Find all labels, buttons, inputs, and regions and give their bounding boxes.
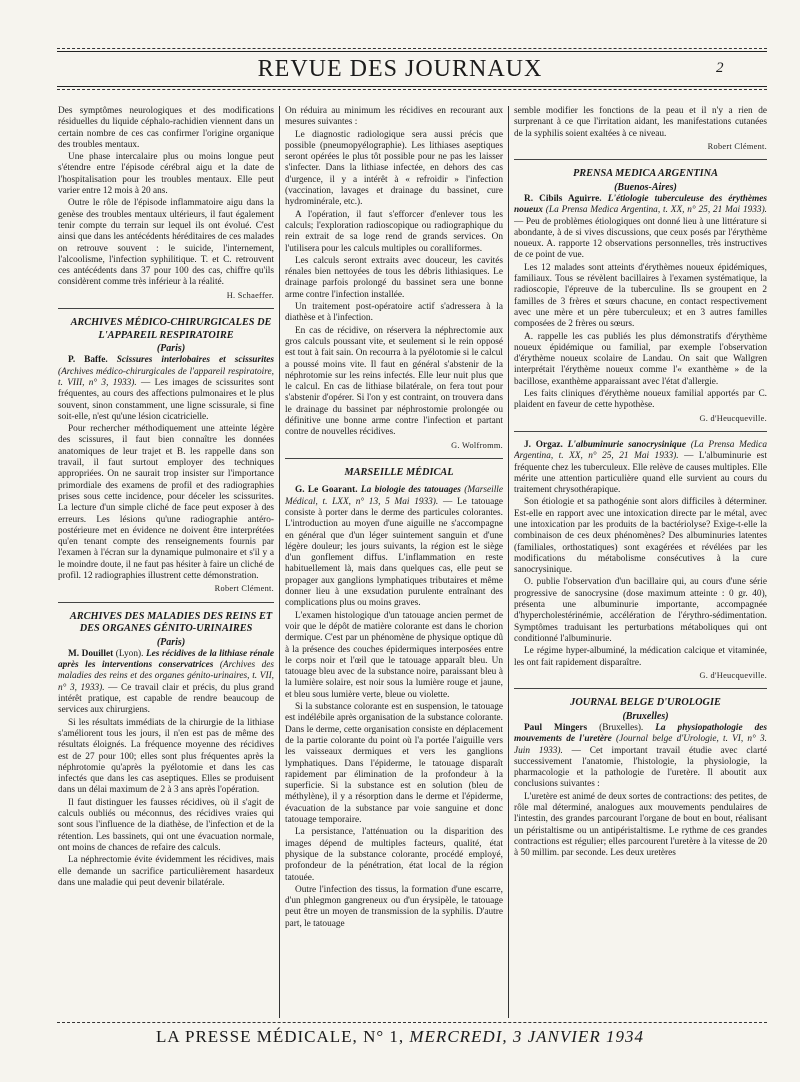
section-city: (Buenos-Aires)	[614, 181, 677, 193]
section-title: JOURNAL BELGE D'UROLOGIE	[570, 697, 721, 709]
paragraph: Les calculs seront extraits avec douceur, les cavités rénales bien nettoyées de tous les débris lithiasiques. Le drainage parfois prolongé du bassinet sera une bonne arme contre l'infection installée.	[285, 255, 503, 300]
article-author: G. Le Goarant.	[295, 485, 358, 496]
article-reference: (La Prensa Medica Argentina, t. XX, n° 25, 21 Mai 1933).	[545, 205, 767, 216]
paragraph: On réduira au minimum les récidives en recourant aux mesures suivantes :	[285, 106, 503, 128]
article-reference: (Archives médico-chirurgicales de l'appareil respiratoire, t. VIII, n° 3, 1933).	[58, 366, 274, 388]
paragraph: Les faits cliniques d'érythème noueux familial apportés par C. plaident en faveur de cette hypothèse.	[514, 389, 767, 411]
article-text: — L'albuminurie est fréquente chez les tuberculeux. Elle relève de causes multiples. Elle mérite une attention particulière quand elle survient au cours du traitement chrysothérapique.	[514, 451, 767, 496]
article-title: Les récidives de la lithiase rénale après les interventions conservatrices	[58, 648, 274, 671]
paragraph: A. rappelle les cas publiés les plus démonstratifs d'érythème noueux épidémique ou familial, par exemple l'observation d'érythème noueux scolaire de Landau. On sait que Wallgren interprétait l'érythème noueux comme l'« exanthème » de la bacillose, exanthème apparaissant avec l'état d'allergie.	[514, 331, 767, 387]
column-3	[514, 106, 767, 1020]
paragraph: L'examen histologique d'un tatouage ancien permet de voir que le dépôt de matière colorante est dans le chorion dermique. C'est par un phénomène de physique optique dû à la présence des couches épidermiques interposées entre le corps noir et l'œil que le tatouage apparaît bleu. Un tatouage bleu avec de la substance noire, paraissant bleu à la lumière solaire, est noir sous la lumière rouge et jaune, et bleu sous lumière verte, bleue ou violette.	[285, 610, 503, 700]
section-city: (Paris)	[156, 636, 186, 648]
section-divider	[58, 602, 274, 603]
footer-issue: N° 1,	[363, 1027, 405, 1046]
article-lead	[514, 194, 767, 262]
footer-date: MERCREDI, 3 JANVIER 1934	[409, 1027, 644, 1046]
paragraph: Si les résultats immédiats de la chirurgie de la lithiase s'améliorent tous les jours, il n'en est pas de même des résultats éloignés. La fréquence moyenne des récidives est de 27 pour 100; elles sont plus fréquentes après la néphrotomie qu'après la pyélotomie et dans les cas infectés que dans les cas aseptiques. Elles se produisent dans un délai maximum de 2 à 3 ans après l'opération.	[58, 717, 274, 796]
paragraph: Il faut distinguer les fausses récidives, où il s'agit de calculs oubliés ou méconnus, des récidives vraies qui sont sous l'influence de la diathèse, de l'infection et de la rétention. Les bassinets, qui ont une évacuation normale, ont moins de chances de refaire des calculs.	[58, 797, 274, 853]
paragraph: A l'opération, il faut s'efforcer d'enlever tous les calculs; l'exploration radioscopique ou radiographique du rein extrait de sa loge rend de grands services. On l'utilisera pour les calculs multiples ou coralliformes.	[285, 209, 503, 254]
author-signature: Robert Clément.	[214, 584, 274, 594]
article-text: — Le tatouage consiste à porter dans le derme des particules colorantes. L'introduction au moyen d'une aiguille ne s'accompagne en général que d'un léger suintement sanguin et d'une légère douleur; les jours suivants, la région est le siège d'un gonflement diffus. L'inflammation en reste habituellement là, mais dans quelques cas, elle peut se propager aux ganglions lymphatiques tributaires et même donner lieu à une exsudation purulente entraînant des complications plus ou moins graves.	[285, 496, 503, 609]
paragraph: Une phase intercalaire plus ou moins longue peut s'étendre entre l'épisode cérébral aigu et la date de l'hospitalisation pour les troubles mentaux. Elle peut varier entre 12 mois à 20 ans.	[58, 152, 274, 197]
article-author: R. Cibils Aguirre.	[524, 193, 602, 204]
header-rule-top	[57, 48, 767, 49]
paragraph: Le régime hyper-albuminé, la médication calcique et vitaminée, les ont fait rapidement disparaître.	[514, 646, 767, 668]
author-signature: G. Wolfromm.	[451, 440, 503, 450]
column-2	[285, 106, 503, 1020]
paragraph: semble modifier les fonctions de la peau et il n'y a rien de surprenant à ce que l'irritation aidant, les manifestations cutanées de la syphilis soient exaltées à ce niveau.	[514, 106, 767, 139]
paragraph: Un traitement post-opératoire actif s'adressera à la diathèse et à l'infection.	[285, 302, 503, 324]
article-lead	[514, 723, 767, 791]
paragraph: En cas de récidive, on réservera la néphrectomie aux gros calculs poussant vite, et seulement si le rein opposé est tout à fait sain. On recourra à la pyélotomie si le calcul a poussé moins vite. Il faut en général s'abstenir de la néphrotomie sur les reins infectés. Elle leur nuit plus que le calcul. En cas de lithiase bilatérale, on fera tout pour s'abstenir d'opérer. Si l'on y est contraint, on trouvera dans le drainage du bassinet par néphrostomie prolongée ou définitive une bonne arme contre l'infection et partant contre de nouvelles récidives.	[285, 325, 503, 438]
article-reference: (Marseille Médical, t. LXX, n° 13, 5 Mai 1933).	[285, 485, 503, 507]
section-divider	[58, 308, 274, 309]
section-divider	[514, 688, 767, 689]
column-1	[58, 106, 274, 1020]
paragraph: La persistance, l'atténuation ou la disparition des images dépend de multiples facteurs, qualité, état physique de la substance colorante, procédé employé, profondeur de la pénétration, état local de la région tatouée.	[285, 827, 503, 883]
paragraph: Outre le rôle de l'épisode inflammatoire aigu dans la genèse des troubles mentaux ultérieurs, il faut également tenir compte du terrain sur lequel ils ont évolué. C'est ainsi que dans les antécédents héréditaires de ces malades on retrouve souvent : le suicide, l'internement, l'alcoolisme, l'infection syphilitique. T. et C. retrouvent ces antécédents dans 37 pour 100 des cas, chiffre qu'ils considèrent comme très inférieur à la réalité.	[58, 198, 274, 288]
author-signature: G. d'Heucqueville.	[699, 413, 767, 423]
article-lead	[58, 649, 274, 717]
article-author: P. Baffe.	[68, 355, 108, 366]
article-author: J. Orgaz.	[524, 439, 563, 450]
article-reference: (La Prensa Medica Argentina, t. XX, n° 25, 21 Mai 1933).	[514, 439, 767, 462]
article-text: — Les images de scissurites sont fréquentes, au cours des affections pulmonaires et le plus souvent, sinon constamment, une ligne scissurale, si fine soit-elle, n'est qu'une lésion cicatricielle.	[58, 377, 274, 422]
article-author: M. Douillet	[68, 648, 114, 659]
article-place: (Bruxelles).	[599, 722, 644, 733]
section-title: PRENSA MEDICA ARGENTINA	[573, 168, 718, 180]
section-title: MARSEILLE MÉDICAL	[344, 466, 454, 478]
paragraph: La néphrectomie évite évidemment les récidives, mais elle demande un sacrifice particulièrement hasardeux dans une maladie qui peut devenir bilatérale.	[58, 855, 274, 888]
section-divider	[514, 431, 767, 432]
paragraph: Si la substance colorante est en suspension, le tatouage est indélébile après organisation de la substance colorante. Dans le derme, cette organisation consiste en déplacement de la partie colorante du point où l'a portée l'aiguille vers les vaisseaux dermiques et vers les ganglions lymphatiques. Dans l'épiderme, le tatouage disparaît rapidement par élimination de la profondeur à la superficie. Si la substance est en solution (bleu de méthylène), il y a résorption dans le derme et l'épiderme, évacuation de la substance par voie sanguine et donc tatouage temporaire.	[285, 702, 503, 826]
article-reference: (Journal belge d'Urologie, t. VI, n° 3. Juin 1933).	[514, 734, 767, 756]
section-title: ARCHIVES DES MALADIES DES REINS ET DES ORGANES GÉNITO-URINAIRES	[69, 610, 273, 635]
paragraph: Des symptômes neurologiques et des modifications résiduelles du liquide céphalo-rachidien viennent dans un certain nombre de ces cas confirmer l'origine organique des troubles mentaux.	[58, 106, 274, 150]
section-title: ARCHIVES MÉDICO-CHIRURGICALES DE L'APPAREIL RESPIRATOIRE	[70, 317, 272, 341]
article-author: Paul Mingers	[524, 722, 588, 733]
section-divider	[285, 458, 503, 459]
article-text: — Ce travail clair et précis, du plus grand intérêt pratique, est capable de rendre beaucoup de services aux chirurgiens.	[58, 682, 274, 716]
page-footer	[0, 1027, 800, 1047]
paragraph: Pour rechercher méthodiquement une atteinte légère des scissures, il faut bien connaître les données anatomiques de leur trajet et B. les rappelle dans son travail, il faut surtout employer des techniques appropriées. On ne saurait trop insister sur l'importance primordiale des examens de profil et des radiographies prises sous cette incidence, pour déceler les scissurites. La lecture d'un simple cliché de face peut exposer à des erreurs. Les lésions qu'une radiographie antéro-postérieure met en évidence ne doivent être interprétées qu'en tenant compte des renseignements fournis par l'examen à l'écran sur la dynamique pulmonaire et s'il y a le moindre doute, il ne faut pas hésiter à faire un cliché de profil. 12 radiographies illustrent cette démonstration.	[58, 424, 274, 581]
footer-journal: LA PRESSE MÉDICALE,	[156, 1027, 358, 1046]
header-rule-bottom	[57, 86, 767, 87]
section-city: (Paris)	[156, 343, 186, 355]
section-divider	[514, 159, 767, 160]
paragraph: Outre l'infection des tissus, la formation d'une escarre, d'un phlegmon gangreneux ou d'un érysipèle, le tatouage peut être un moyen de transmission de la syphilis. D'autre part, le tatouage	[285, 884, 503, 929]
article-title: L'albuminurie sanocrysinique	[567, 439, 686, 450]
article-lead	[58, 355, 274, 423]
paragraph: Le diagnostic radiologique sera aussi précis que possible (pneumopyélographie). Les lithiases aseptiques seront opérées le plus tôt possible pour ne pas les laisser s'infecter. Dans la lithiase infectée, en dehors des cas d'urgence, il y a intérêt à « refroidir » l'infection (vaccination, lavages et drainage du bassinet, cure hydrominérale, etc.).	[285, 129, 503, 208]
article-title: La biologie des tatouages	[360, 485, 461, 496]
running-title: REVUE DES JOURNAUX	[257, 56, 543, 82]
article-place: (Lyon).	[115, 648, 144, 659]
header-rule-top-solid	[57, 51, 767, 52]
paragraph: Les 12 malades sont atteints d'érythèmes noueux épidémiques, familiaux. Tous se révèlent bacillaires à l'examen systématique, la radioscopie, l'épreuve de la tuberculine. Ils se groupent en 2 familles de 3 frères et sœurs chacune, en contact respectivement avec une mère et un père tuberculeux; et en 3 autres familles composées de 2 frères ou sœurs.	[514, 262, 767, 330]
article-title: Scissures interlobaires et scissurites	[116, 355, 274, 366]
article-title: L'étiologie tuberculeuse des érythèmes noueux	[514, 193, 767, 216]
footer-rule	[57, 1022, 767, 1023]
column-rule-1	[279, 106, 280, 1018]
article-reference: (Archives des maladies des reins et des organes génito-urinaires, t. VII, n° 3, 1933).	[58, 660, 274, 693]
column-rule-2	[508, 106, 509, 1018]
article-lead	[514, 440, 767, 496]
article-text: — Cet important travail étudie avec clarté successivement l'anatomie, l'histologie, la physiologie, la pharmacologie et la pathologie de l'uretère. Il aboutit aux conclusions suivantes :	[514, 745, 767, 790]
paragraph: O. publie l'observation d'un bacillaire qui, au cours d'une série progressive de sanocrysine (dose maximum atteinte : 0 gr. 40), présenta une albuminurie importante, accompagnée d'hypercholestérinémie, accélération de l'érythro-sédimentation. Symptômes traduisant les perturbations métaboliques qui ont conditionné l'albuminurie.	[514, 577, 767, 644]
author-signature: G. d'Heucqueville.	[699, 670, 767, 680]
author-signature: H. Schaeffer.	[226, 290, 274, 300]
page-number: 2	[716, 60, 724, 76]
paragraph: Son étiologie et sa pathogénie sont alors difficiles à déterminer. Est-elle en rapport avec une intoxication directe par le métal, avec une intoxication par les produits de la bactériolyse? Exige-t-elle la combinaison de ces deux phénomènes? Des albuminuries latentes (familiales, orthostatiques) sont exagérées et révélées par les modifications du métabolisme consécutives à la cure sanocrysinique.	[514, 497, 767, 576]
header-rule-bottom-dashed	[57, 89, 767, 90]
author-signature: Robert Clément.	[707, 141, 767, 151]
section-city: (Bruxelles)	[622, 710, 669, 722]
article-title: La physiopathologie des mouvements de l'uretère	[514, 722, 767, 745]
article-lead	[285, 485, 503, 609]
article-text: — Peu de problèmes étiologiques ont donné lieu à une littérature si abondante, à de si vives discussions, que ceux posés par l'érythème noueux. A. rapporte 12 observations personnelles, très instructives de ce point de vue.	[514, 216, 767, 261]
paragraph: L'uretère est animé de deux sortes de contractions: des petites, de rôle mal déterminé, analogues aux mouvements pendulaires de l'intestin, des grandes parcourant l'organe de bout en bout, réalisant un péristaltisme ou un antipéristaltisme. Le rythme de ces grandes contractions est régulier; elles parcourent l'uretère à la vitesse de 20 à 50 millim. par seconde. Les deux uretères	[514, 791, 767, 859]
